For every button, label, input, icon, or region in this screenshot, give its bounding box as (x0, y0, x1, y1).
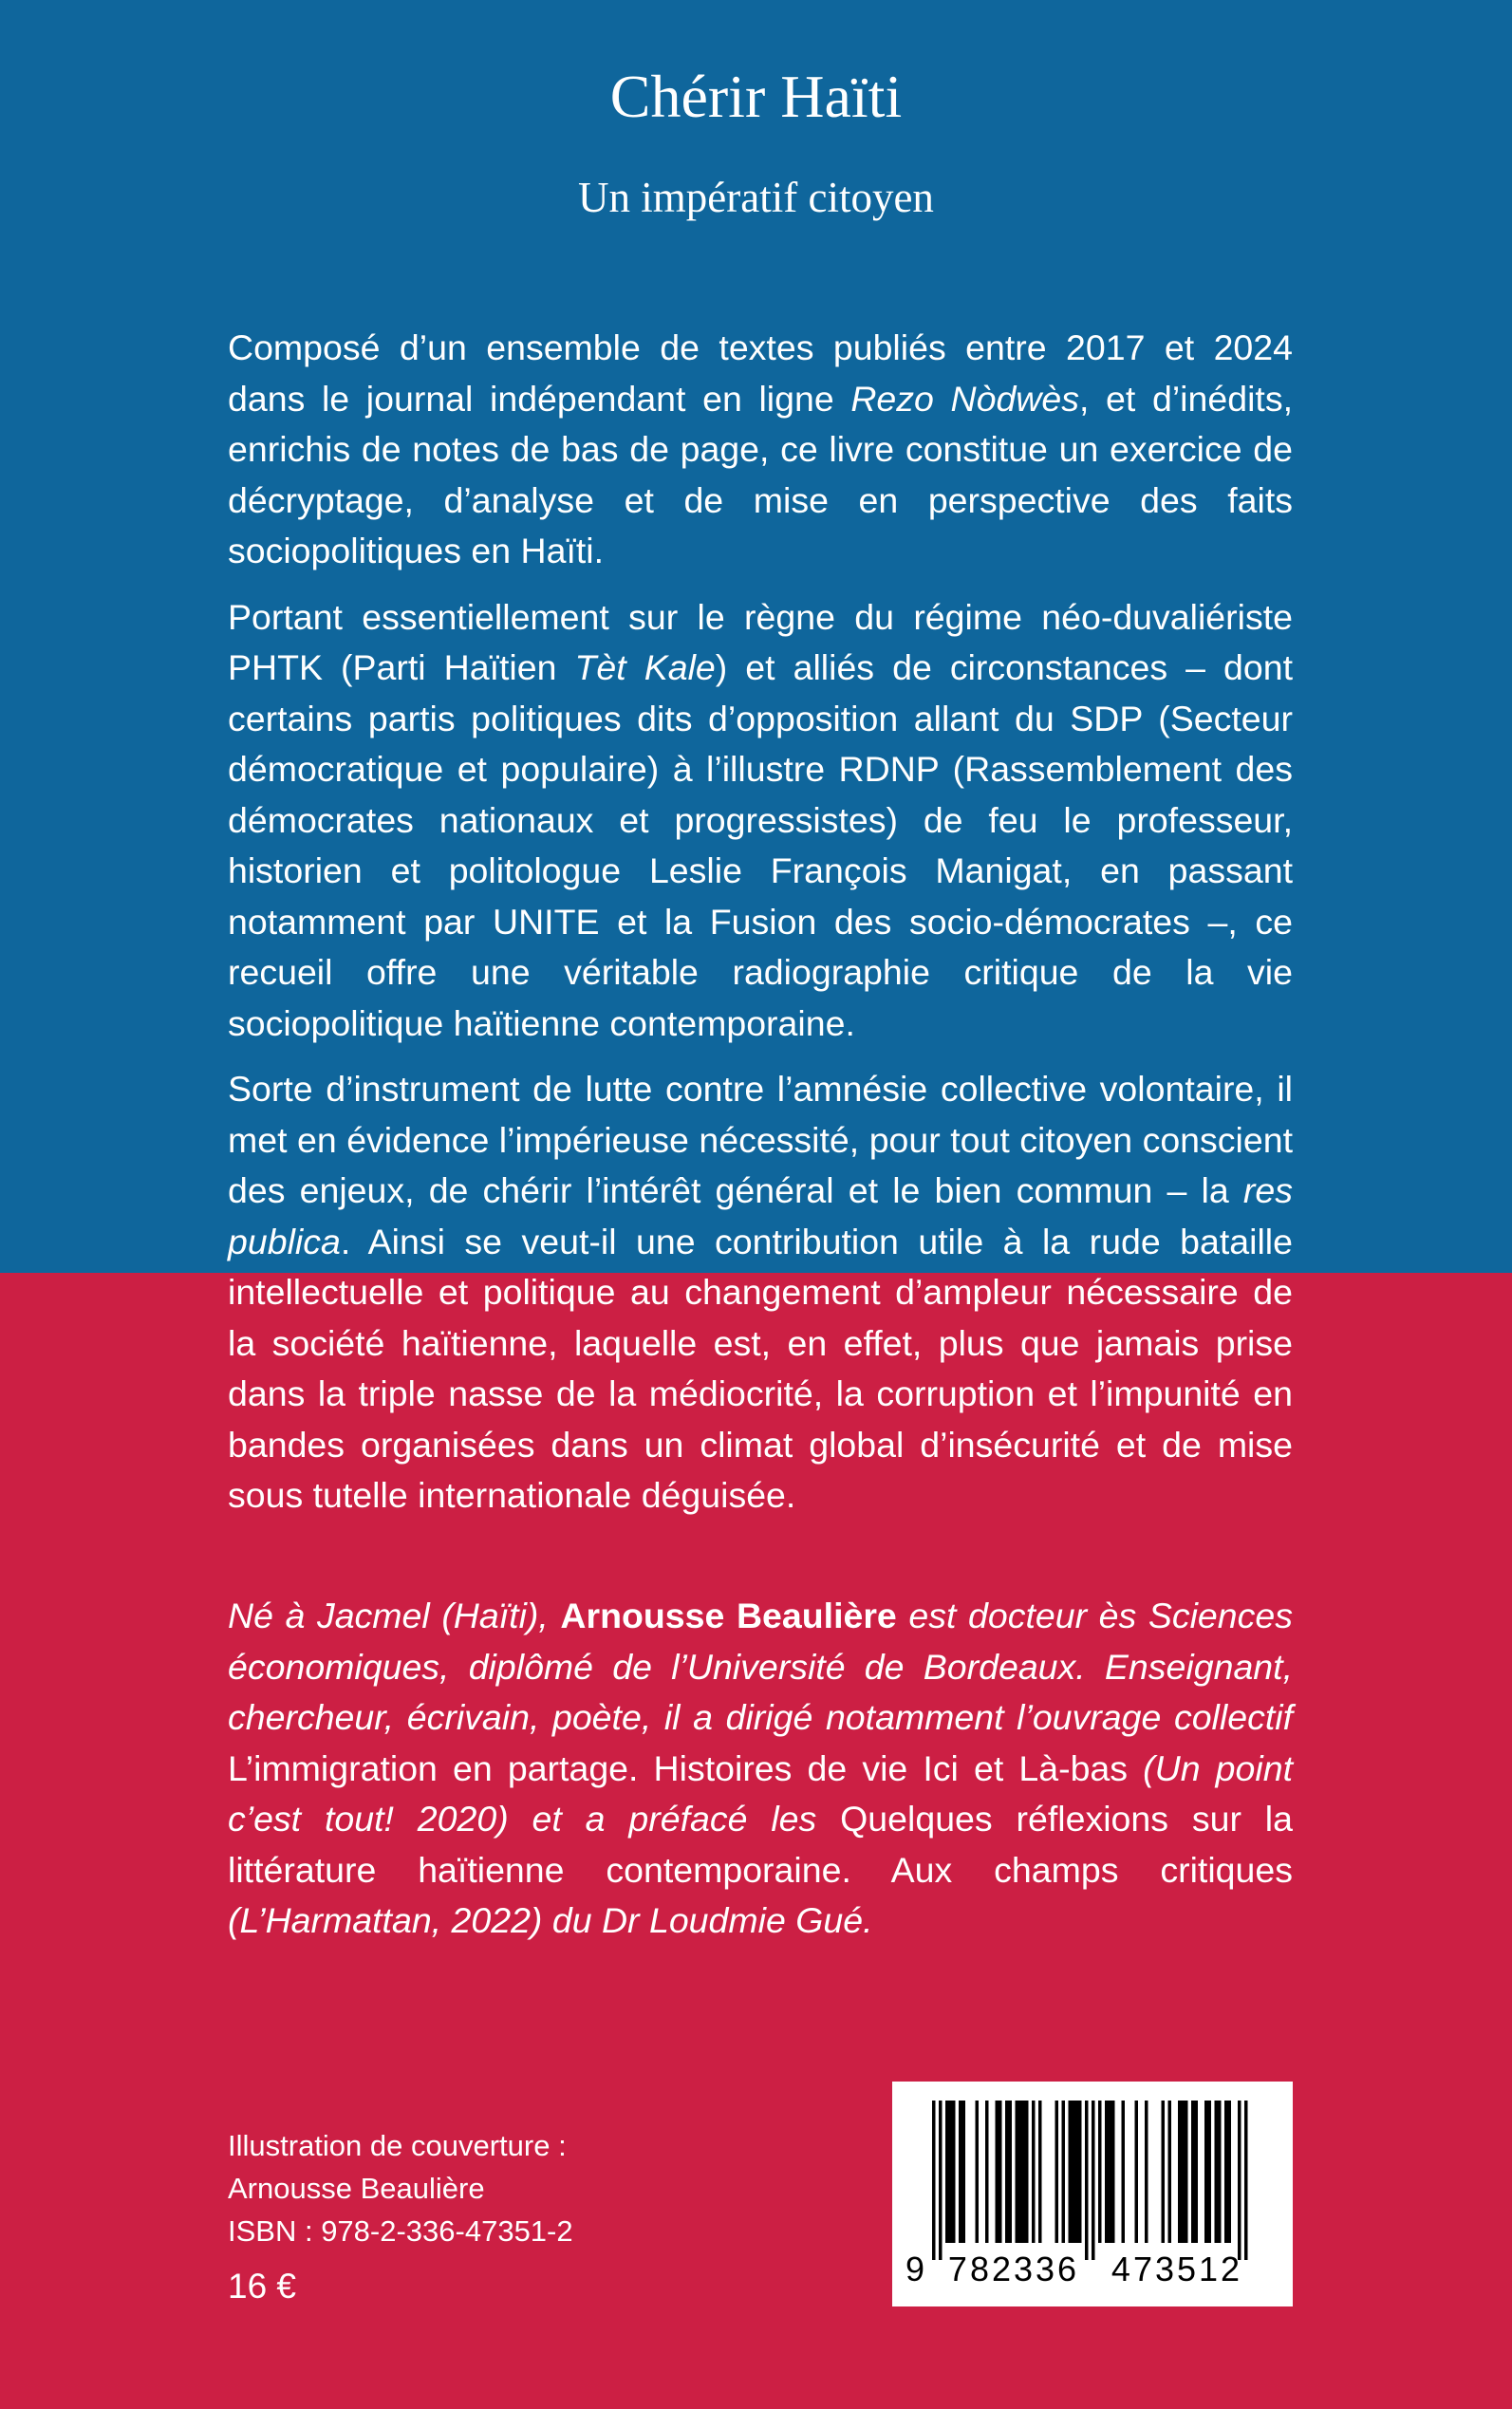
barcode-bar (1182, 2101, 1185, 2243)
summary-paragraph-3: Sorte d’instrument de lutte contre l’amnésie collective volontaire, il met en évidence l’impérieuse nécessité, pour tout citoyen conscient des enjeux, de chérir l’intérêt général et le bien commun – la res publica. Ainsi se veut-il une contribution utile à la rude bataille intellectuelle et politique au changement d’ampleur nécessaire de la société haïtienne, laquelle est, en effet, plus que jamais prise dans la triple nasse de la médiocrité, la corruption et l’impunité en bandes organisées dans un climat global d’insécurité et de mise sous tutelle internationale déguisée. (228, 1069, 1293, 1515)
illustration-label: Illustration de couverture : (228, 2129, 567, 2162)
credits-block (228, 2124, 702, 2252)
barcode-bar (1032, 2101, 1036, 2243)
barcode-bar (976, 2101, 980, 2243)
latin-term: res publica (228, 1170, 1293, 1261)
barcode-bar (1224, 2101, 1228, 2243)
journal-name: Rezo Nòdwès (850, 378, 1079, 419)
author-name: Arnousse Beaulière (560, 1596, 897, 1635)
barcode-bar (1009, 2101, 1013, 2243)
summary-text (228, 323, 1293, 1537)
barcode-bar (1025, 2101, 1029, 2243)
barcode-bar (1016, 2101, 1019, 2243)
barcode-bar (1055, 2101, 1059, 2243)
barcode-bar (1215, 2101, 1219, 2243)
barcode-bar (949, 2101, 953, 2243)
isbn: ISBN : 978-2-336-47351-2 (228, 2214, 573, 2248)
barcode-bar (1162, 2101, 1166, 2243)
barcode-bar (1191, 2101, 1195, 2243)
barcode-bar (999, 2101, 1002, 2243)
barcode-bar (1185, 2101, 1188, 2243)
barcode-bars (932, 2101, 1248, 2260)
barcode-bar (1238, 2101, 1241, 2260)
barcode-bar (1098, 2101, 1102, 2243)
summary-paragraph-1: Composé d’un ensemble de textes publiés entre 2017 et 2024 dans le journal indépendant en ligne Rezo Nòdwès, et d’inédits, enrichis de notes de bas de page, ce livre constitue un exercice de décryptage, d’analyse et de mise en perspective des faits sociopolitiques en Haïti. (228, 327, 1293, 570)
barcode-bar (1022, 2101, 1026, 2243)
author-biography: Né à Jacmel (Haïti), Arnousse Beaulière est docteur ès Sciences économiques, diplômé de l’Université de Bordeaux. Enseignant, chercheur, écrivain, poète, il a dirigé notamment l’ouvrage collectif L’immigration en partage. Histoires de vie Ici et Là-bas (Un point c’est tout! 2020) et a préfacé les Quelques réflexions sur la littérature haïtienne contemporaine. Aux champs critiques (L’Harmattan, 2022) du Dr Loudmie Gué. (228, 1596, 1293, 1940)
barcode-bar (985, 2101, 989, 2243)
barcode-bar (1218, 2101, 1222, 2243)
barcode-bar (1005, 2101, 1009, 2243)
book-title: Chérir Haïti (609, 63, 903, 130)
barcode-bar (1168, 2101, 1172, 2243)
barcode-bar (1105, 2101, 1109, 2243)
barcode-bar (1072, 2101, 1075, 2243)
party-name-italic: Tèt Kale (574, 647, 716, 687)
barcode-bar (996, 2101, 999, 2243)
barcode-digits-left: 782336 (947, 2250, 1080, 2288)
price: 16 € (228, 2267, 297, 2306)
barcode (892, 2082, 1293, 2306)
barcode-bar (1111, 2101, 1115, 2243)
barcode-bar (1204, 2101, 1208, 2243)
barcode-bar (1208, 2101, 1212, 2243)
barcode-graphic (892, 2082, 1293, 2306)
barcode-bar (939, 2101, 943, 2260)
barcode-bar (959, 2101, 962, 2243)
barcode-bar (1228, 2101, 1232, 2243)
barcode-bar (1062, 2101, 1066, 2243)
barcode-bar (1244, 2101, 1248, 2260)
barcode-bar (1092, 2101, 1095, 2260)
barcode-bar (1135, 2101, 1139, 2243)
barcode-bar (1069, 2101, 1073, 2243)
barcode-bar (1018, 2101, 1022, 2243)
barcode-digit-first: 9 (905, 2250, 925, 2288)
barcode-bar (1178, 2101, 1182, 2243)
barcode-bar (1145, 2101, 1148, 2243)
barcode-bar (1195, 2101, 1199, 2243)
barcode-bar (1085, 2101, 1089, 2260)
barcode-bar (1122, 2101, 1126, 2243)
summary-paragraph-2: Portant essentiellement sur le règne du régime néo-duvaliériste PHTK (Parti Haïtien Tèt Kale) et alliés de circonstances – dont certains partis politiques dits d’opposition allant du SDP (Secteur démocratique et populaire) à l’illustre RDNP (Rassemblement des démocrates nationaux et progressistes) de feu le professeur, historien et politologue Leslie François Manigat, en passant notamment par UNITE et la Fusion des socio-démocrates –, ce recueil offre une véritable radiographie critique de la vie sociopolitique haïtienne contemporaine. (228, 596, 1293, 1043)
barcode-bar (945, 2101, 949, 2243)
barcode-bar (932, 2101, 936, 2260)
barcode-bar (1038, 2101, 1042, 2243)
barcode-bar (962, 2101, 966, 2243)
illustrator-name: Arnousse Beaulière (228, 2172, 485, 2205)
book-title-2: Quelques réflexions sur la littérature haïtienne contemporaine. Aux champs critiques (228, 1799, 1293, 1890)
barcode-bar (952, 2101, 956, 2243)
book-subtitle: Un impératif citoyen (578, 174, 934, 221)
book-title-1: L’immigration en partage. Histoires de vie Ici et Là-bas (228, 1747, 1129, 1788)
barcode-bar (1075, 2101, 1079, 2243)
barcode-digits-right: 473512 (1111, 2250, 1243, 2288)
barcode-bar (1109, 2101, 1112, 2243)
barcode-bar (1078, 2101, 1082, 2243)
